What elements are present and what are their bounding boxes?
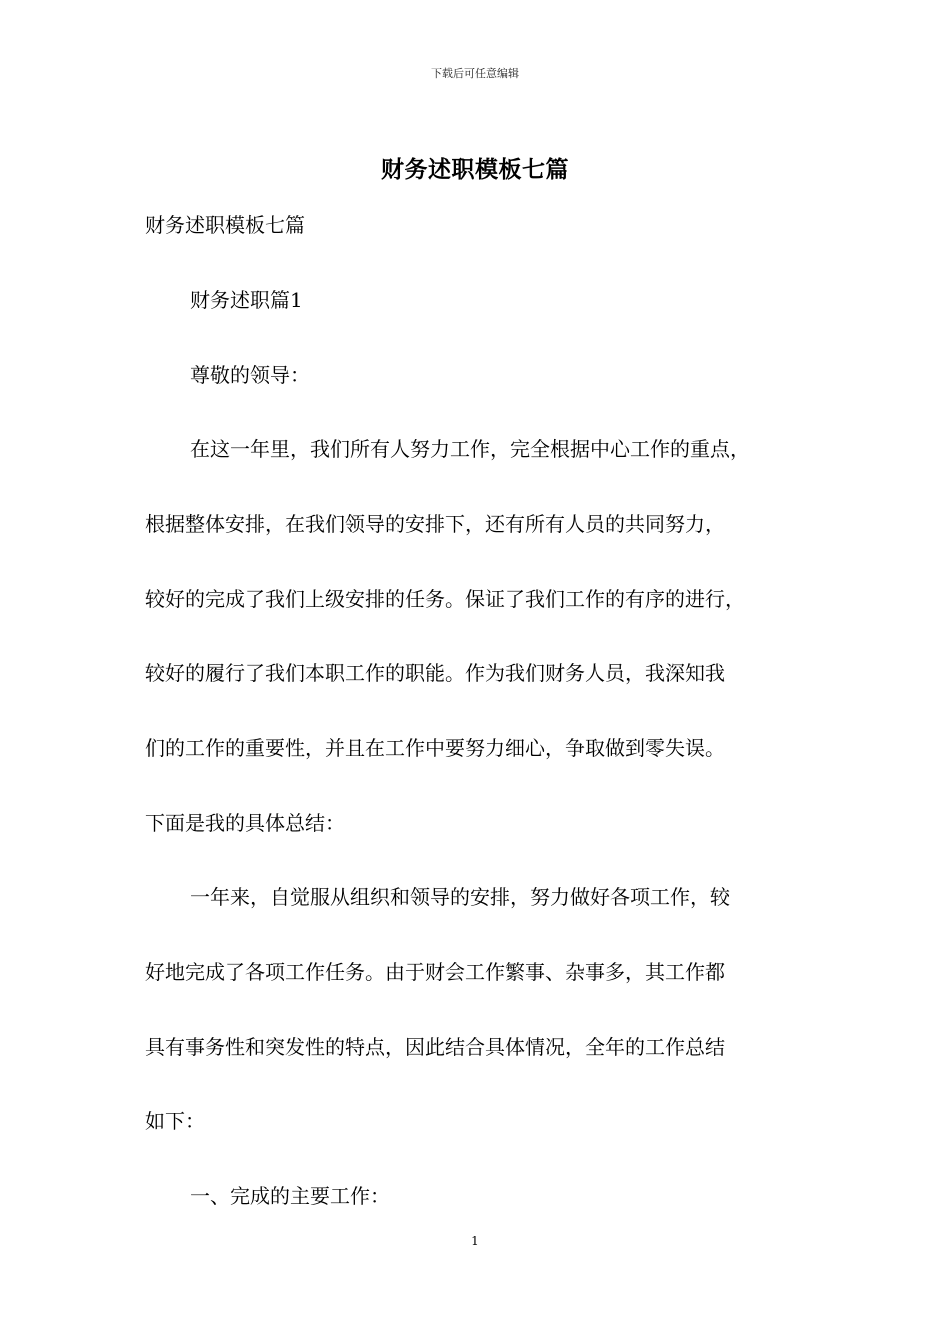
paragraph-1-line: 根据整体安排，在我们领导的安排下，还有所有人员的共同努力， — [145, 512, 725, 536]
paragraph-1-line: 较好的履行了我们本职工作的职能。作为我们财务人员，我深知我 — [145, 661, 725, 685]
paragraph-1-line: 较好的完成了我们上级安排的任务。保证了我们工作的有序的进行， — [145, 587, 745, 611]
greeting: 尊敬的领导： — [190, 363, 310, 387]
page-number: 1 — [471, 1234, 479, 1248]
paragraph-2-line: 如下： — [145, 1109, 205, 1133]
paragraph-1-line: 们的工作的重要性，并且在工作中要努力细心，争取做到零失误。 — [145, 736, 725, 760]
paragraph-2-line: 一年来，自觉服从组织和领导的安排，努力做好各项工作，较 — [190, 885, 730, 909]
section-heading: 财务述职篇1 — [190, 288, 303, 312]
document-subtitle: 财务述职模板七篇 — [145, 213, 305, 237]
list-heading: 一、完成的主要工作： — [190, 1184, 390, 1208]
header-note: 下载后可任意编辑 — [431, 67, 519, 80]
paragraph-1-line: 在这一年里，我们所有人努力工作，完全根据中心工作的重点， — [190, 437, 750, 461]
paragraph-1-line: 下面是我的具体总结： — [145, 811, 345, 835]
document-title: 财务述职模板七篇 — [381, 156, 569, 183]
paragraph-2-line: 具有事务性和突发性的特点，因此结合具体情况，全年的工作总结 — [145, 1035, 725, 1059]
paragraph-2-line: 好地完成了各项工作任务。由于财会工作繁事、杂事多，其工作都 — [145, 960, 725, 984]
